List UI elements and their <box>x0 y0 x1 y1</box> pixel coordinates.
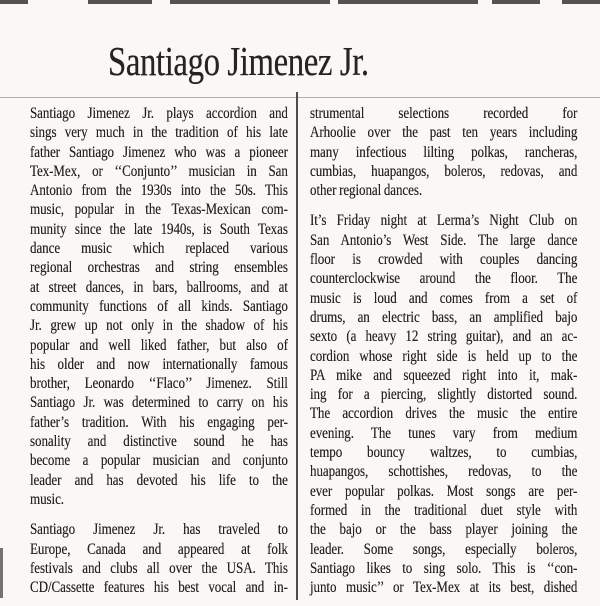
text-line: formed in the traditional duet style with <box>310 501 578 519</box>
text-line: music, popular in the Texas-Mexican com- <box>30 201 288 219</box>
text-line: ing for a piercing, slightly distorted sound. <box>310 386 578 404</box>
text-line: festivals and clubs all over the USA. This <box>30 559 288 577</box>
left-text-column <box>30 104 288 597</box>
text-line: become a popular musician and conjunto <box>30 452 288 470</box>
text-line: sonality and distinctive sound he has <box>30 433 288 451</box>
title-horizontal-rule <box>0 97 600 98</box>
text-line: father Santiago Jimenez who was a pioneer <box>30 143 288 161</box>
text-line: The accordion drives the music the entire <box>310 405 578 423</box>
text-line: father’s tradition. With his engaging per- <box>30 413 288 431</box>
text-line: counterclockwise around the floor. The <box>310 270 578 288</box>
text-line: strumental selections recorded for <box>310 105 578 122</box>
text-line: evening. The tunes vary from medium <box>310 424 578 442</box>
page-title: Santiago Jimenez Jr. <box>108 38 369 84</box>
text-line: leader. Some songs, especially boleros, <box>310 540 578 558</box>
text-line: ever popular polkas. Most songs are per- <box>310 482 578 500</box>
text-line: sexto (a heavy 12 string guitar), and an ac- <box>310 328 578 346</box>
text-line: tempo bouncy waltzes, to cumbias, <box>310 444 578 462</box>
paragraph <box>30 520 288 597</box>
text-line: Santiago Jr. was determined to carry on his <box>30 394 288 412</box>
text-line: sings very much in the tradition of his late <box>30 124 288 142</box>
text-line: community functions of all kinds. Santiago <box>30 297 288 315</box>
right-text-column <box>310 104 577 597</box>
text-line: many infectious lilting polkas, rancheras, <box>310 143 578 161</box>
paragraph <box>310 104 577 200</box>
text-line: San Antonio’s West Side. The large dance <box>310 231 578 249</box>
text-line: munity since the late 1940s, is South Texas <box>30 220 288 238</box>
text-line: brother, Leonardo ‘‘Flaco’’ Jimenez. Still <box>30 375 288 393</box>
paragraph <box>310 211 577 597</box>
text-line: Arhoolie over the past ten years including <box>310 124 578 142</box>
text-line: other regional dances. <box>310 182 423 200</box>
text-line: PA mike and squeezed right into it, mak- <box>310 366 578 384</box>
paragraph <box>30 104 288 509</box>
text-line: dance music which replaced various <box>30 240 288 258</box>
text-line: huapangos, schottishes, redovas, to the <box>310 463 578 481</box>
text-line: junto music’’ or Tex-Mex at its best, dished <box>310 579 578 597</box>
text-line: Europe, Canada and appeared at folk <box>30 540 288 558</box>
text-line: Tex-Mex, or ‘‘Conjunto’’ musician in San <box>30 162 288 180</box>
scan-left-edge-artifact <box>0 548 3 598</box>
text-line: popular and well liked father, but also of <box>30 336 288 354</box>
scan-top-edge-artifact <box>0 0 600 4</box>
text-line: cumbias, huapangos, boleros, redovas, and <box>310 162 578 180</box>
text-line: Santiago Jimenez Jr. plays accordion and <box>30 105 288 122</box>
text-line: drums, an electric bass, an amplified bajo <box>310 308 578 326</box>
text-line: Jr. grew up not only in the shadow of his <box>30 317 288 335</box>
text-line: music is loud and comes from a set of <box>310 289 578 307</box>
text-line: cordion whose right side is held up to the <box>310 347 578 365</box>
text-line: music. <box>30 490 64 508</box>
text-line: It’s Friday night at Lerma’s Night Club on <box>310 212 578 230</box>
text-line: leader and has devoted his life to the <box>30 471 288 489</box>
text-line: floor is crowded with couples dancing <box>310 251 578 269</box>
text-line: regional orchestras and string ensembles <box>30 259 288 277</box>
text-line: Santiago likes to sing solo. This is ‘‘con- <box>310 559 578 577</box>
text-line: CD/Cassette features his best vocal and in- <box>30 579 288 597</box>
text-line: his older and now internationally famous <box>30 355 288 373</box>
column-divider-rule <box>296 92 298 600</box>
text-line: at street dances, in bars, ballrooms, and at <box>30 278 288 296</box>
text-line: the bajo or the bass player joining the <box>310 521 578 539</box>
text-line: Santiago Jimenez Jr. has traveled to <box>30 521 288 539</box>
text-line: Antonio from the 1930s into the 50s. This <box>30 182 288 200</box>
